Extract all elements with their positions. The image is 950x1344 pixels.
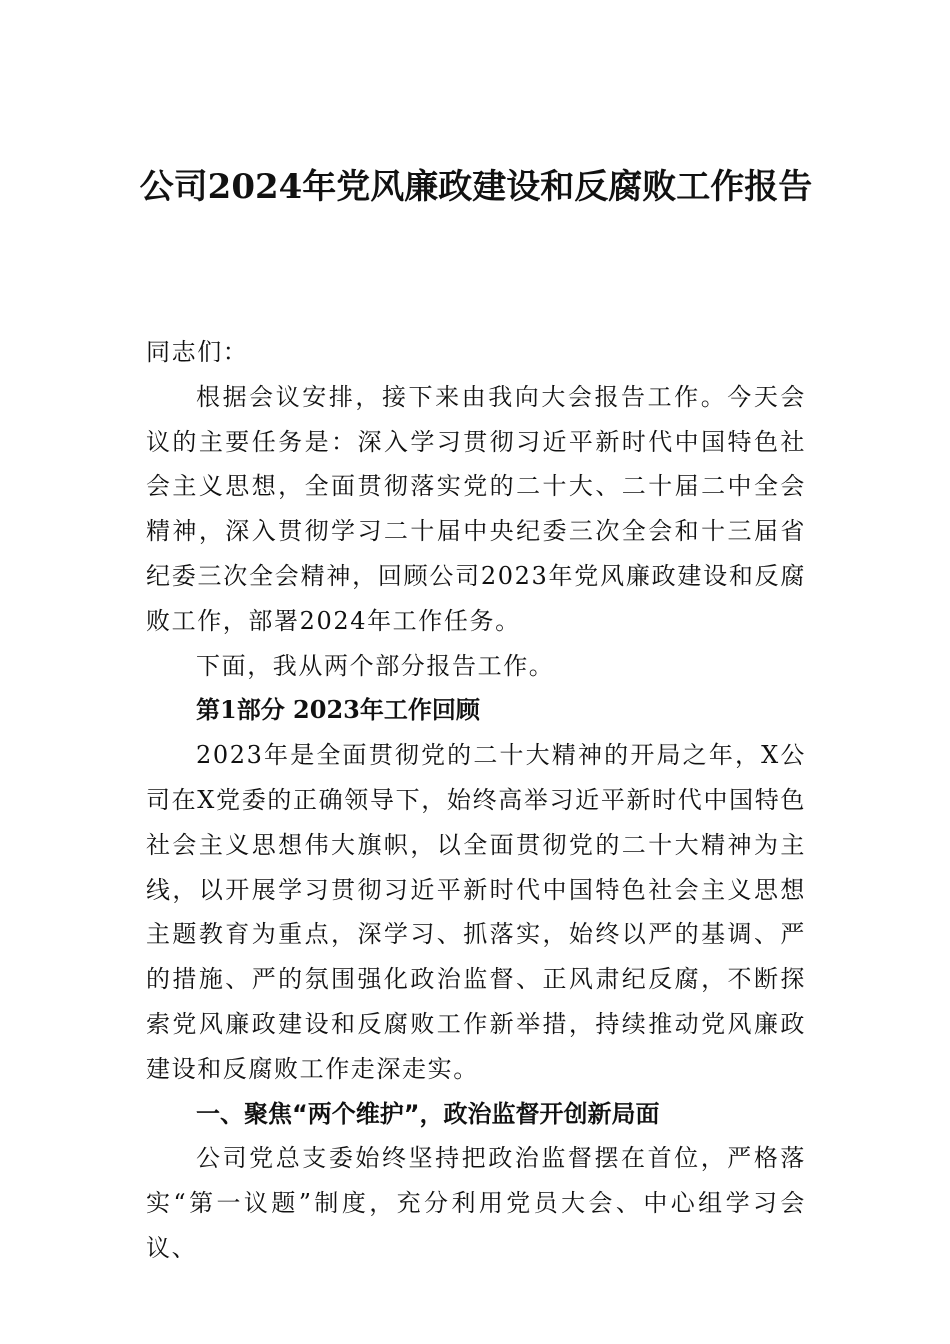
overview-paragraph: 下面，我从两个部分报告工作。 [196, 651, 555, 680]
document-title: 公司2024年党风廉政建设和反腐败工作报告 [139, 167, 813, 207]
section1-paragraph: 公司党总支委始终坚持把政治监督摆在首位，严格落实“第一议题”制度，充分利用党员大会、中心组学习会议、 [146, 1144, 806, 1262]
review-paragraph: 2023年是全面贯彻党的二十大精神的开局之年，X公司在X党委的正确领导下，始终高举习近平新时代中国特色社会主义思想伟大旗帜，以全面贯彻党的二十大精神为主线，以开展学习贯彻习近平新时代中国特色社会主义思想主题教育为重点，深学习、抓落实，始终以严的基调、严的措施、严的氛围强化政治监督、正风肃纪反腐，不断探索党风廉政建设和反腐败工作新举措，持续推动党风廉政建设和反腐败工作走深走实。 [146, 741, 806, 1083]
section1-heading: 一、聚焦“两个维护”，政治监督开创新局面 [196, 1099, 660, 1128]
document-page [139, 0, 813, 1344]
document-body [146, 330, 806, 1271]
part1-heading: 第1部分 2023年工作回顾 [196, 695, 480, 725]
intro-paragraph: 根据会议安排，接下来由我向大会报告工作。今天会议的主要任务是：深入学习贯彻习近平新时代中国特色社会主义思想，全面贯彻落实党的二十大、二十届二中全会精神，深入贯彻学习二十届中央纪委三次全会和十三届省纪委三次全会精神，回顾公司2023年党风廉政建设和反腐败工作，部署2024年工作任务。 [146, 382, 806, 635]
salutation: 同志们： [146, 338, 249, 366]
